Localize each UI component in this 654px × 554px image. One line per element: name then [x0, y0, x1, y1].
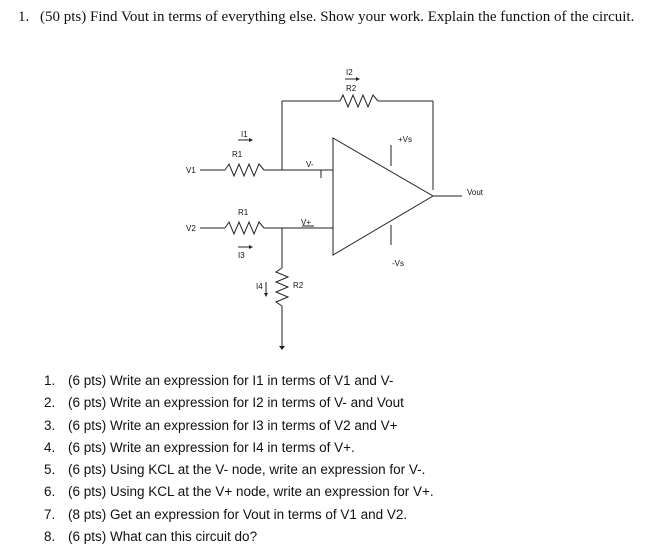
subquestion-text: (6 pts) Using KCL at the V+ node, write an expression for V+. — [68, 484, 434, 500]
subquestion-number: 1. — [44, 373, 56, 388]
i2-arrowhead — [356, 77, 360, 81]
subquestion-number: 8. — [44, 529, 56, 545]
i3-arrowhead — [249, 245, 253, 249]
subquestion-number: 3. — [44, 417, 56, 433]
label-r1-top: R1 — [232, 150, 243, 159]
label-v-plus: V+ — [301, 218, 312, 227]
label-i3: I3 — [238, 251, 245, 260]
i1-arrowhead — [249, 138, 253, 142]
resistor-r1-top — [225, 164, 264, 176]
resistor-r1-bottom — [225, 222, 264, 234]
subquestion-number: 5. — [44, 462, 56, 478]
subquestion-number: 4. — [44, 439, 56, 455]
subquestion-text: (6 pts) Write an expression for I1 in terms of V1 and V- — [68, 373, 394, 388]
subquestion-item — [44, 481, 434, 503]
problem-text: (50 pts) Find Vout in terms of everything else. Show your work. Explain the function of the circuit. — [40, 9, 635, 25]
subquestion-item — [44, 392, 434, 414]
subquestion-item — [44, 370, 434, 392]
subquestion-number: 7. — [44, 506, 56, 522]
label-r1-bottom: R1 — [238, 208, 249, 217]
subquestion-number: 2. — [44, 395, 56, 411]
subquestion-item — [44, 504, 434, 526]
resistor-r2-top — [340, 95, 378, 107]
label-i2: I2 — [346, 68, 353, 77]
label-v1: V1 — [186, 166, 196, 175]
label-v2: V2 — [186, 224, 196, 233]
problem-number: 1. — [18, 9, 30, 25]
op-amp — [333, 138, 433, 255]
label-r2-top: R2 — [346, 84, 357, 93]
subquestion-text: (6 pts) Write an expression for I4 in terms of V+. — [68, 439, 355, 455]
subquestion-item — [44, 415, 434, 437]
subquestion-list — [44, 370, 434, 548]
i4-arrowhead — [264, 293, 268, 297]
subquestion-text: (6 pts) Write an expression for I2 in terms of V- and Vout — [68, 395, 404, 411]
subquestion-number: 6. — [44, 484, 56, 500]
resistor-r2-bottom — [276, 268, 288, 306]
label-plus-vs: +Vs — [398, 135, 413, 144]
subquestion-text: (8 pts) Get an expression for Vout in terms of V1 and V2. — [68, 506, 408, 522]
subquestion-item — [44, 526, 434, 548]
label-i4: I4 — [256, 282, 263, 291]
label-minus-vs: -Vs — [392, 259, 404, 268]
label-v-minus: V- — [306, 160, 314, 169]
ground-symbol — [279, 346, 285, 350]
subquestion-text: (6 pts) Using KCL at the V- node, write an expression for V-. — [68, 462, 426, 478]
label-i1: I1 — [241, 130, 248, 139]
subquestion-text: (6 pts) Write an expression for I3 in terms of V2 and V+ — [68, 417, 398, 433]
label-r2-bottom: R2 — [293, 281, 304, 290]
subquestion-item — [44, 437, 434, 459]
subquestion-text: (6 pts) What can this circuit do? — [68, 529, 258, 545]
subquestion-item — [44, 459, 434, 481]
label-vout: Vout — [467, 188, 484, 197]
